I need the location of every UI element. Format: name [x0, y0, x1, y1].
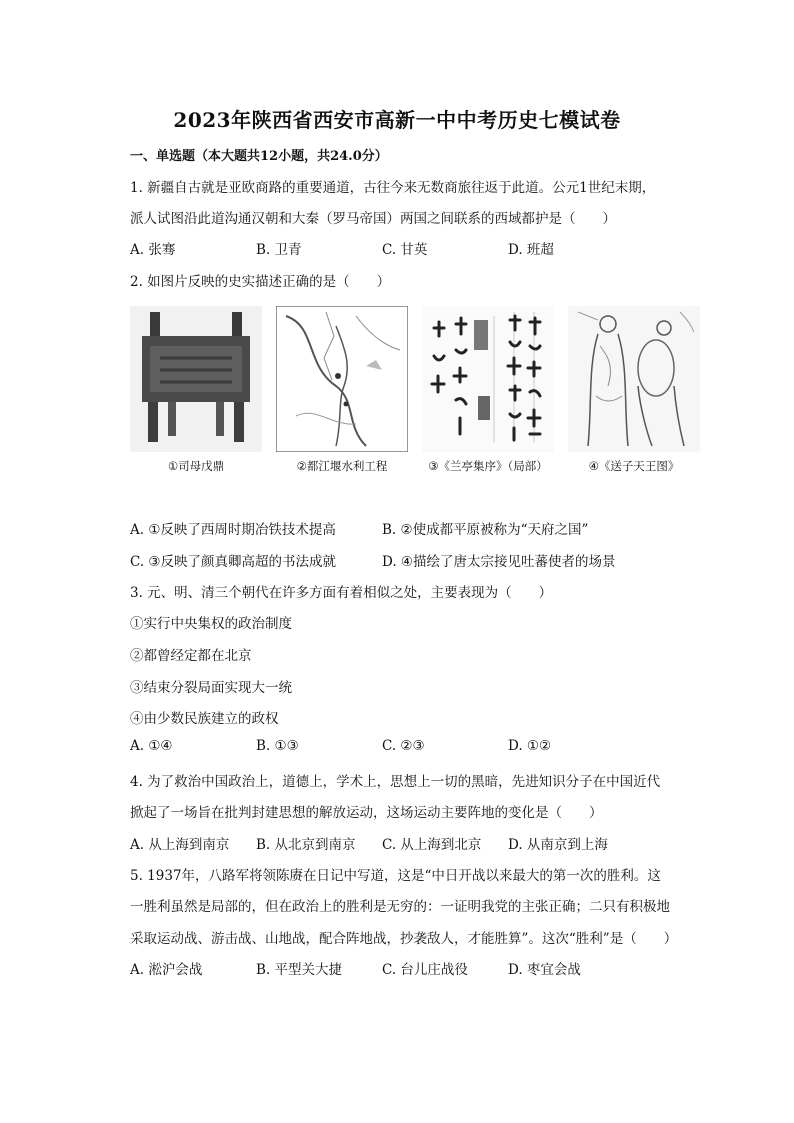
question-3-option-b: B. ①③ — [256, 738, 299, 754]
figure-2-caption: ②都江堰水利工程 — [296, 459, 388, 473]
figure-dujiangyan-map — [276, 306, 408, 474]
question-4-option-a: A. 从上海到南京 — [130, 837, 230, 853]
question-4-text-line-2: 掀起了一场旨在批判封建思想的解放运动，这场运动主要阵地的变化是（ ） — [130, 805, 603, 821]
figure-lantingxu — [422, 306, 554, 474]
question-3-option-a: A. ①④ — [130, 738, 173, 754]
question-5-option-d: D. 枣宜会战 — [508, 962, 581, 978]
ding-image — [130, 306, 262, 452]
question-5-text-line-1: 5. 1937年，八路军将领陈赓在日记中写道，这是“中日开战以来最大的第一次的胜利。这 — [130, 868, 661, 884]
question-1-option-b: B. 卫青 — [256, 242, 302, 258]
question-3-statement-4: ④由少数民族建立的政权 — [130, 711, 279, 727]
question-5-option-a: A. 淞沪会战 — [130, 962, 203, 978]
painting-image — [568, 306, 700, 452]
question-3-option-c: C. ②③ — [382, 738, 425, 754]
figure-songzi-tianwang-tu — [568, 306, 700, 474]
question-3-option-d: D. ①② — [508, 738, 552, 754]
figure-1-caption: ①司母戊鼎 — [167, 459, 225, 473]
question-2-figures — [130, 306, 695, 476]
question-1-option-d: D. 班超 — [508, 242, 554, 258]
question-4-option-c: C. 从上海到北京 — [382, 837, 482, 853]
question-5-option-c: C. 台儿庄战役 — [382, 962, 468, 978]
question-4-option-d: D. 从南京到上海 — [508, 837, 608, 853]
question-2-text: 2. 如图片反映的史实描述正确的是（ ） — [130, 274, 391, 290]
map-image — [276, 306, 408, 452]
question-4-text-line-1: 4. 为了救治中国政治上，道德上，学术上，思想上一切的黑暗，先进知识分子在中国近代 — [130, 774, 661, 790]
question-4-option-b: B. 从北京到南京 — [256, 837, 356, 853]
question-1-text-line-1: 1. 新疆自古就是亚欧商路的重要通道，古往今来无数商旅往返于此道。公元1世纪末期， — [130, 180, 656, 196]
question-5-option-b: B. 平型关大捷 — [256, 962, 343, 978]
figure-3-caption: ③《兰亭集序》（局部） — [428, 459, 548, 473]
question-2-option-d: D. ④描绘了唐太宗接见吐蕃使者的场景 — [382, 554, 616, 570]
question-2-option-a: A. ①反映了西周时期冶铁技术提高 — [130, 522, 336, 538]
exam-title: 2023年陕西省西安市高新一中中考历史七模试卷 — [173, 108, 621, 132]
question-1-option-c: C. 甘英 — [382, 242, 428, 258]
question-3-statement-2: ②都曾经定都在北京 — [130, 648, 252, 664]
section-heading: 一、单选题（本大题共12小题，共24.0分） — [130, 149, 388, 164]
question-3-statement-1: ①实行中央集权的政治制度 — [130, 616, 292, 632]
question-2-option-c: C. ③反映了颜真卿高超的书法成就 — [130, 554, 337, 570]
figure-4-caption: ④《送子天王图》 — [588, 459, 680, 473]
question-5-text-line-2: 一胜利虽然是局部的，但在政治上的胜利是无穷的：一证明我党的主张正确；二只有积极地 — [130, 899, 670, 915]
question-2-option-b: B. ②使成都平原被称为“天府之国” — [382, 522, 589, 538]
figure-simuwu-ding — [130, 306, 262, 474]
question-1-text-line-2: 派人试图沿此道沟通汉朝和大秦（罗马帝国）两国之间联系的西域都护是（ ） — [130, 211, 616, 227]
question-5-text-line-3: 采取运动战、游击战、山地战，配合阵地战，抄袭敌人，才能胜算”。这次“胜利”是（ ） — [130, 931, 678, 947]
question-3-statement-3: ③结束分裂局面实现大一统 — [130, 680, 292, 696]
question-3-text: 3. 元、明、清三个朝代在许多方面有着相似之处，主要表现为（ ） — [130, 585, 553, 601]
calligraphy-image — [422, 306, 554, 452]
question-1-option-a: A. 张骞 — [130, 242, 176, 258]
